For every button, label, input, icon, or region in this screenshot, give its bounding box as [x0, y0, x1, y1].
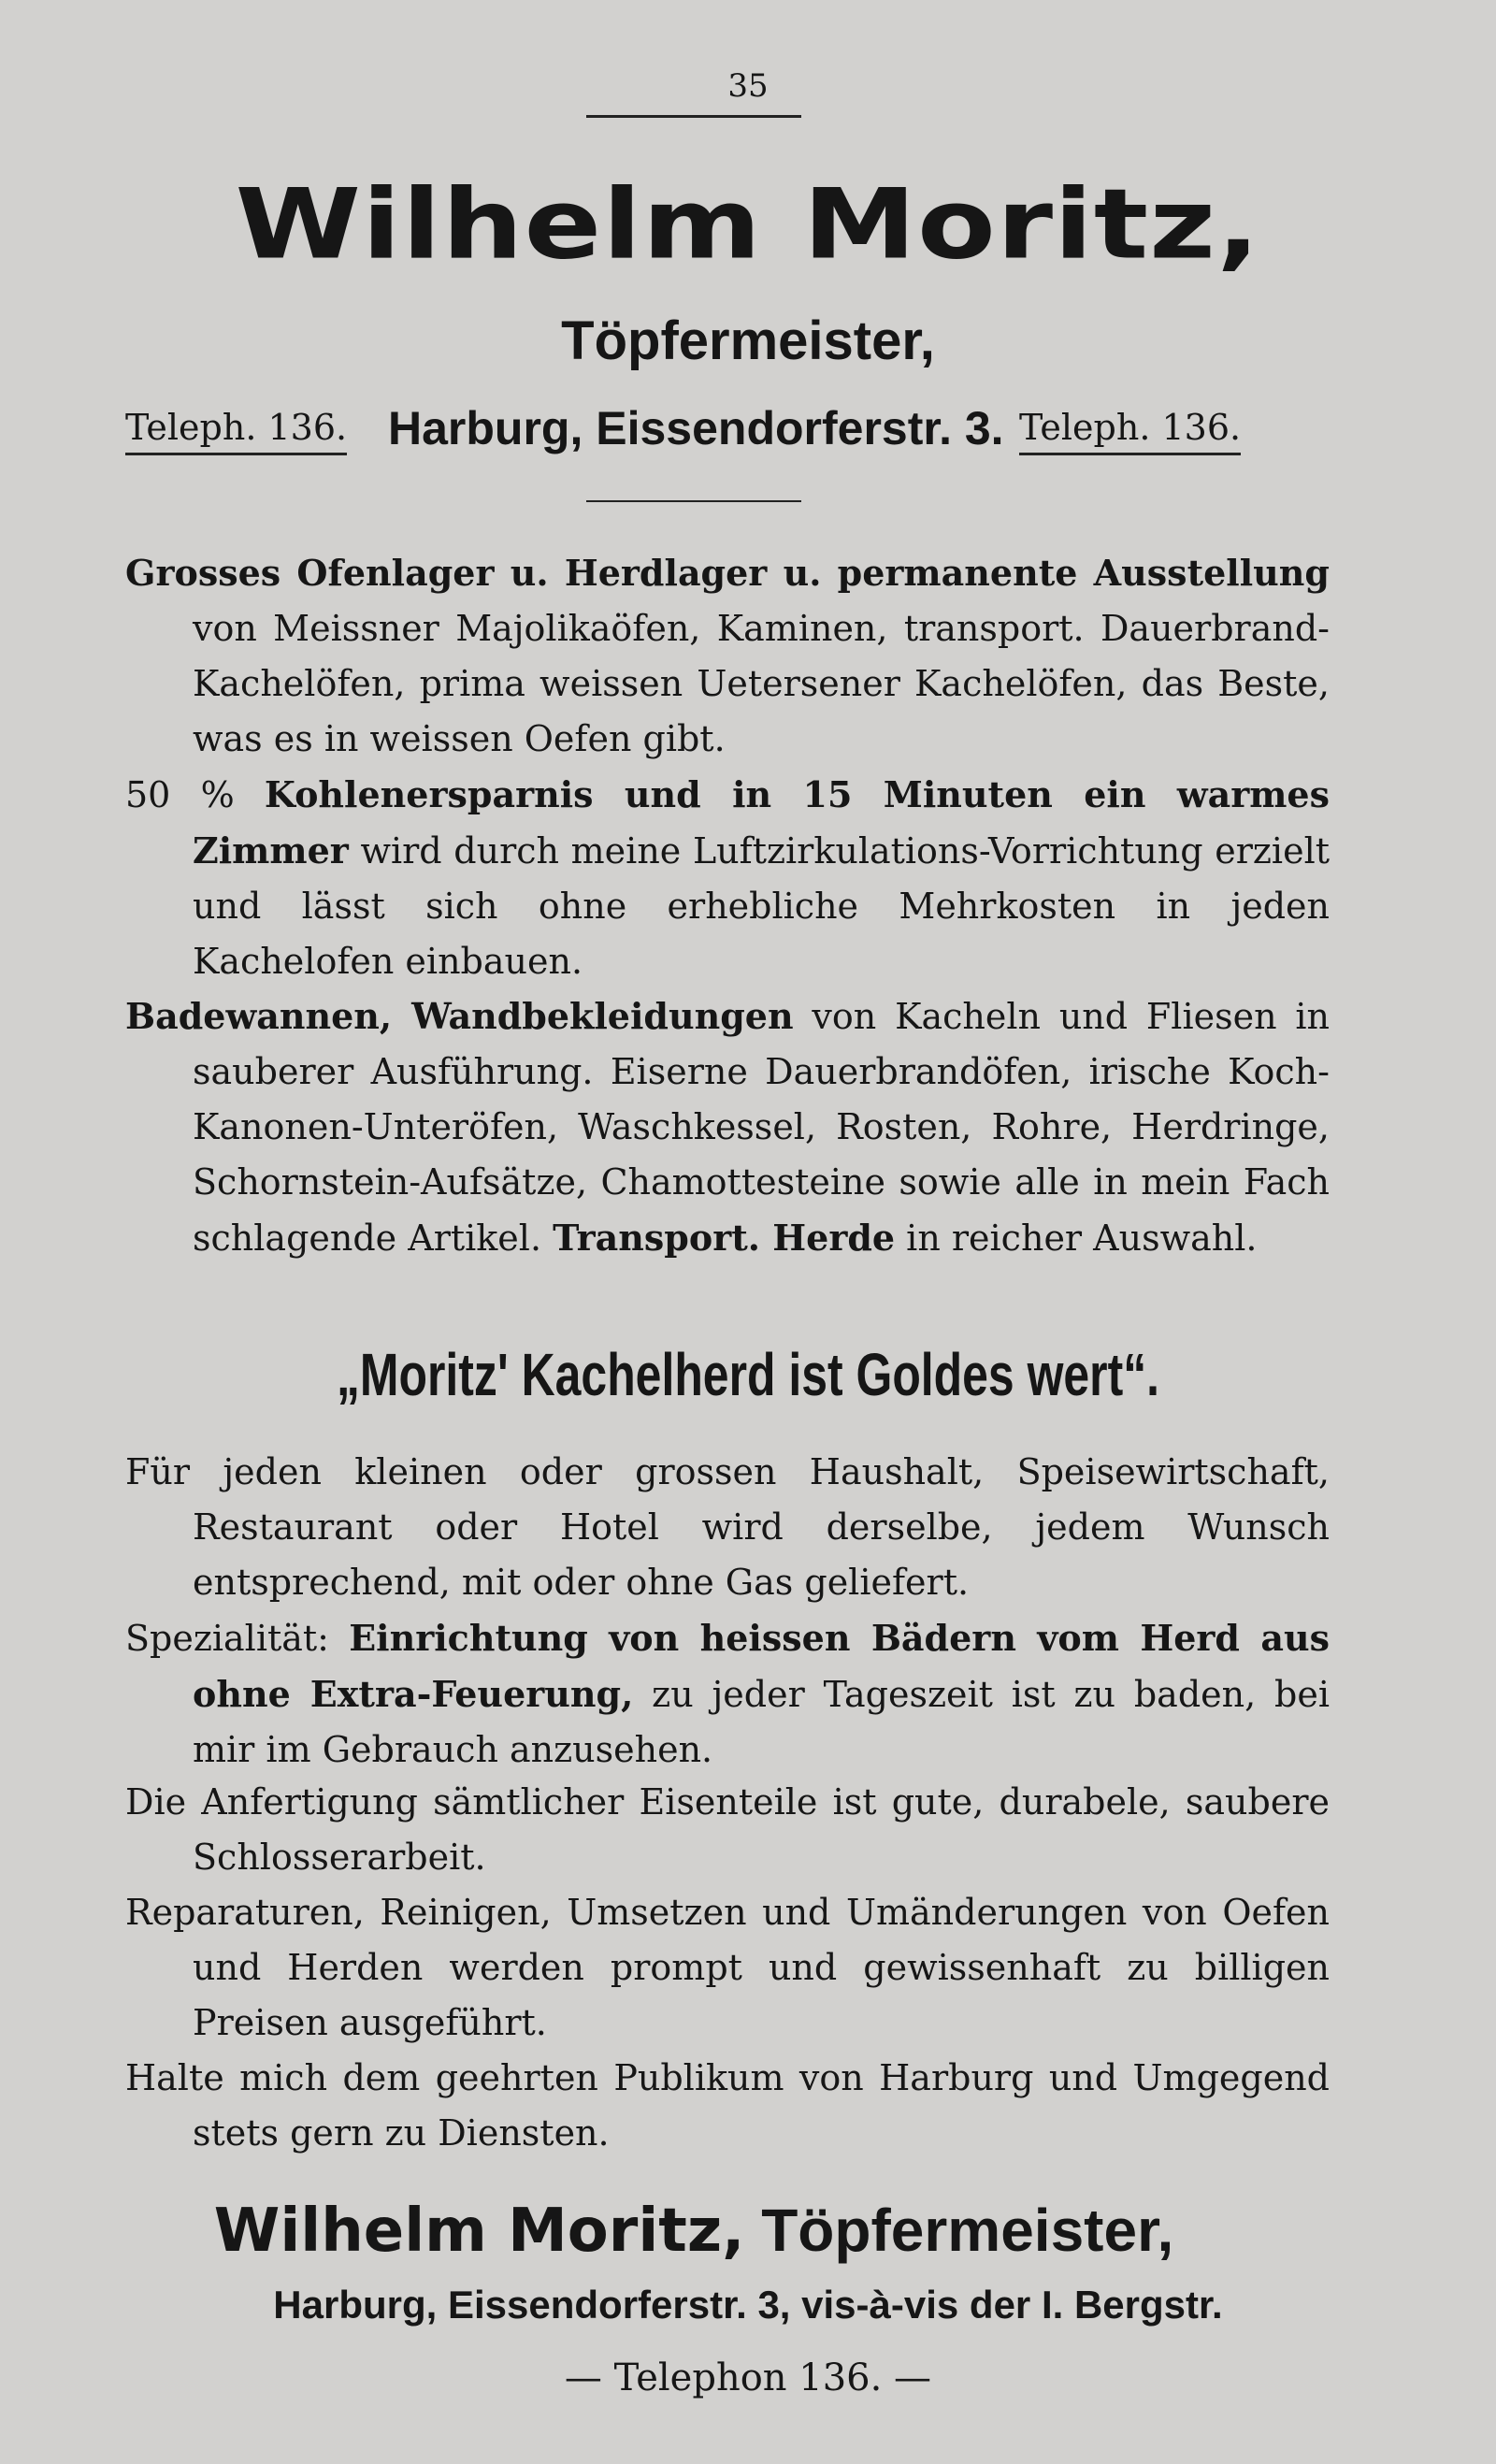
top-divider: [586, 115, 801, 118]
paragraph-bold: Kohlenersparnis und in 15 Minuten ein warmes Zimmer: [193, 773, 1330, 872]
paragraph-text: Die Anfertigung sämtlicher Eisenteile ist gute, durabele, saubere Schlosserarbeit.: [125, 1781, 1330, 1878]
paragraph-bold: Grosses Ofenlager u. Herdlager u. permanente Ausstellung: [125, 552, 1330, 594]
middle-divider: [586, 500, 801, 502]
paragraph-text: Reparaturen, Reinigen, Umsetzen und Umänderungen von Oefen und Herden werden prompt und gewissenhaft zu billigen Preisen ausgeführt.: [125, 1892, 1330, 2043]
paragraph-lead: 50 %: [125, 774, 265, 815]
paragraph-haushalt: [125, 1445, 1330, 1610]
paragraph-bold: Badewannen, Wandbekleidungen: [125, 995, 794, 1037]
header-address: Harburg, Eissendorferstr. 3.: [388, 402, 1004, 454]
footer-name-line: [125, 2193, 1262, 2269]
headline-name: Wilhelm Moritz,: [235, 167, 1261, 281]
paragraph-text-2: in reicher Auswahl.: [895, 1218, 1258, 1259]
page-number: 35: [727, 67, 769, 105]
paragraph-reparaturen: [125, 1885, 1330, 2051]
paragraph-text: Für jeden kleinen oder grossen Haushalt, Speisewirtschaft, Restaurant oder Hotel wird derselbe, jedem Wunsch entsprechend, mit oder ohne Gas geliefert.: [125, 1451, 1330, 1603]
footer-name: Wilhelm Moritz,: [213, 2197, 745, 2266]
headline-trade: Töpfermeister,: [561, 310, 935, 371]
telephone-right: Teleph. 136.: [1019, 404, 1241, 455]
paragraph-spezialitaet: [125, 1610, 1330, 1778]
paragraph-eisenteile: [125, 1775, 1330, 1885]
footer-telephone: — Telephon 136. —: [564, 2356, 932, 2399]
paragraph-text: zu jeder Tageszeit ist zu baden, bei mir im Gebrauch anzusehen.: [193, 1674, 1331, 1770]
slogan: „Moritz' Kachelherd ist Goldes wert“.: [336, 1341, 1160, 1408]
paragraph-dienste: [125, 2051, 1330, 2161]
paragraph-text: von Meissner Majolikaöfen, Kaminen, transport. Dauerbrand-Kachelöfen, prima weissen Uetersener Kachelöfen, das Beste, was es in weissen Oefen gibt.: [193, 608, 1330, 759]
paragraph-text: Halte mich dem geehrten Publikum von Harburg und Umgegend stets gern zu Diensten.: [125, 2057, 1330, 2154]
paragraph-lead: Spezialität:: [125, 1618, 350, 1659]
paragraph-badewannen: [125, 988, 1330, 1266]
paragraph-ofenlager: [125, 545, 1330, 767]
paragraph-kohlenersparnis: [125, 767, 1330, 989]
paragraph-bold-2: Transport. Herde: [553, 1217, 896, 1259]
footer-address: Harburg, Eissendorferstr. 3, vis-à-vis der I. Bergstr.: [273, 2283, 1223, 2327]
telephone-left: Teleph. 136.: [125, 404, 347, 455]
footer-trade: Töpfermeister,: [744, 2197, 1174, 2264]
paragraph-text: wird durch meine Luftzirkulations-Vorrichtung erzielt und lässt sich ohne erhebliche Mehrkosten in jeden Kachelofen einbauen.: [193, 830, 1330, 982]
paragraph-text: von Kacheln und Fliesen in sauberer Ausführung. Eiserne Dauerbrandöfen, irische Koch-Kanonen-Unteröfen, Waschkessel, Rosten, Rohre, Herdringe, Schornstein-Aufsätze, Chamottesteine sowie alle in mein Fach schlagende Artikel.: [193, 996, 1330, 1259]
paragraph-bold: Einrichtung von heissen Bädern vom Herd aus ohne Extra-Feuerung,: [193, 1617, 1330, 1715]
